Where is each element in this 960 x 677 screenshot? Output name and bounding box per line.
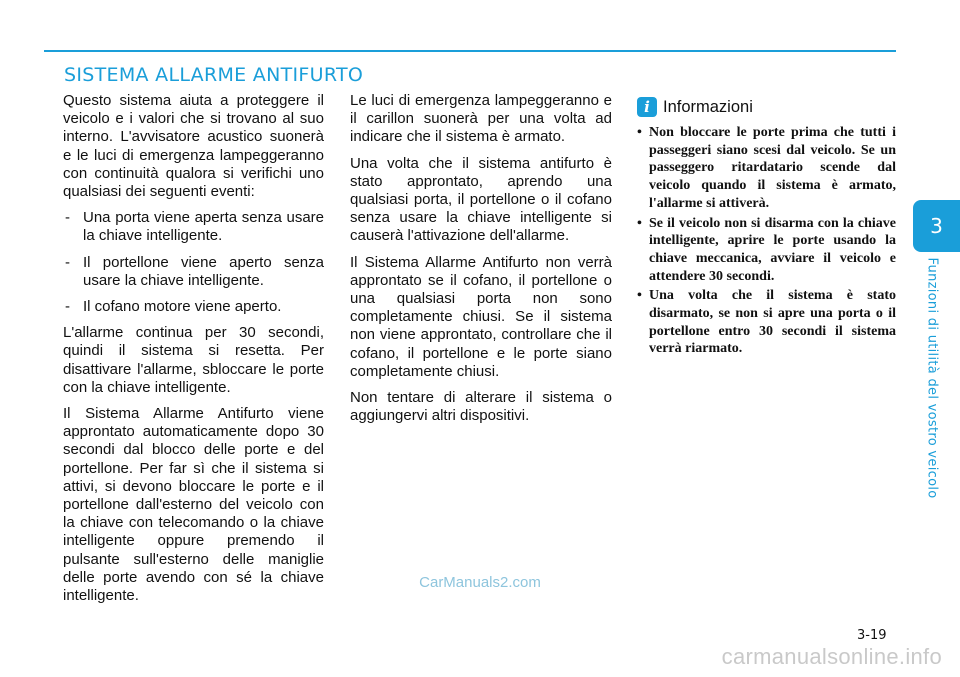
info-icon: i [637, 97, 657, 117]
arming-paragraph: Il Sistema Allarme Antifurto viene approntato automaticamente dopo 30 secondi dal blocco delle porte e del portellone. Per far sì che il sistema si attivi, si devono bloccare le porte e il portellone dall'esterno del veicolo con la chiave con telecomando o la chiave intelligente oppure premendo il pulsante sull'esterno delle maniglie delle porte avendo con sé la chiave intelligente. [63, 405, 324, 605]
header-rule [44, 50, 896, 52]
paragraph: Una volta che il sistema antifurto è stato approntato, aprendo una qualsiasi porta, il portellone o il cofano senza usare la chiave intelligente si causerà l'attivazione dell'allarme. [350, 154, 612, 245]
paragraph: Non tentare di alterare il sistema o aggiungervi altri dispositivi. [350, 389, 612, 425]
info-header [637, 96, 896, 118]
list-item: - Una porta viene aperta senza usare la chiave intelligente. [63, 209, 324, 245]
column-left [63, 92, 324, 613]
chapter-number: 3 [930, 214, 943, 238]
alarm-duration-paragraph: L'allarme continua per 30 secondi, quindi il sistema si resetta. Per disattivare l'allarme, sbloccare le porte con la chiave intelligente. [63, 324, 324, 396]
column-middle [350, 92, 612, 433]
list-item: - Il portellone viene aperto senza usare la chiave intelligente. [63, 254, 324, 290]
info-box [637, 96, 896, 360]
watermark-carmanualsonline: carmanualsonline.info [721, 644, 942, 669]
chapter-title: Funzioni di utilità del vostro veicolo [924, 257, 940, 499]
paragraph: Il Sistema Allarme Antifurto non verrà approntato se il cofano, il portellone o una qualsiasi porta non sono completamente chiusi. Se il sistema non viene approntato, controllare che il cofano, il portellone e le porte siano completamente chiusi. [350, 253, 612, 380]
chapter-tab [913, 200, 960, 252]
list-item: • Se il veicolo non si disarma con la chiave intelligente, aprire le porte usando la chiave meccanica, avviare il veicolo e attendere 30 secondi. [637, 215, 896, 286]
list-item: - Il cofano motore viene aperto. [63, 298, 324, 316]
watermark-carmanuals2: CarManuals2.com [419, 574, 541, 591]
paragraph: Le luci di emergenza lampeggeranno e il carillon suonerà per una volta ad indicare che il sistema è armato. [350, 92, 612, 146]
list-item: • Una volta che il sistema è stato disarmato, se non si apre una porta o il portellone entro 30 secondi il sistema verrà riarmato. [637, 287, 896, 358]
info-bullet-list [637, 124, 896, 358]
list-item: • Non bloccare le porte prima che tutti i passeggeri siano scesi dal veicolo. Se un passeggero ritardatario scende dal veicolo quando il sistema è armato, l'allarme si attiverà. [637, 124, 896, 213]
page-number: 3-19 [857, 628, 887, 643]
section-title: SISTEMA ALLARME ANTIFURTO [64, 64, 364, 86]
info-title: Informazioni [663, 97, 753, 116]
intro-paragraph: Questo sistema aiuta a proteggere il veicolo e i valori che si trovano al suo interno. L'avvisatore acustico suonerà e le luci di emergenza lampeggeranno con continuità qualora si verifichi uno qualsiasi dei seguenti eventi: [63, 92, 324, 201]
alarm-events-list [63, 209, 324, 316]
